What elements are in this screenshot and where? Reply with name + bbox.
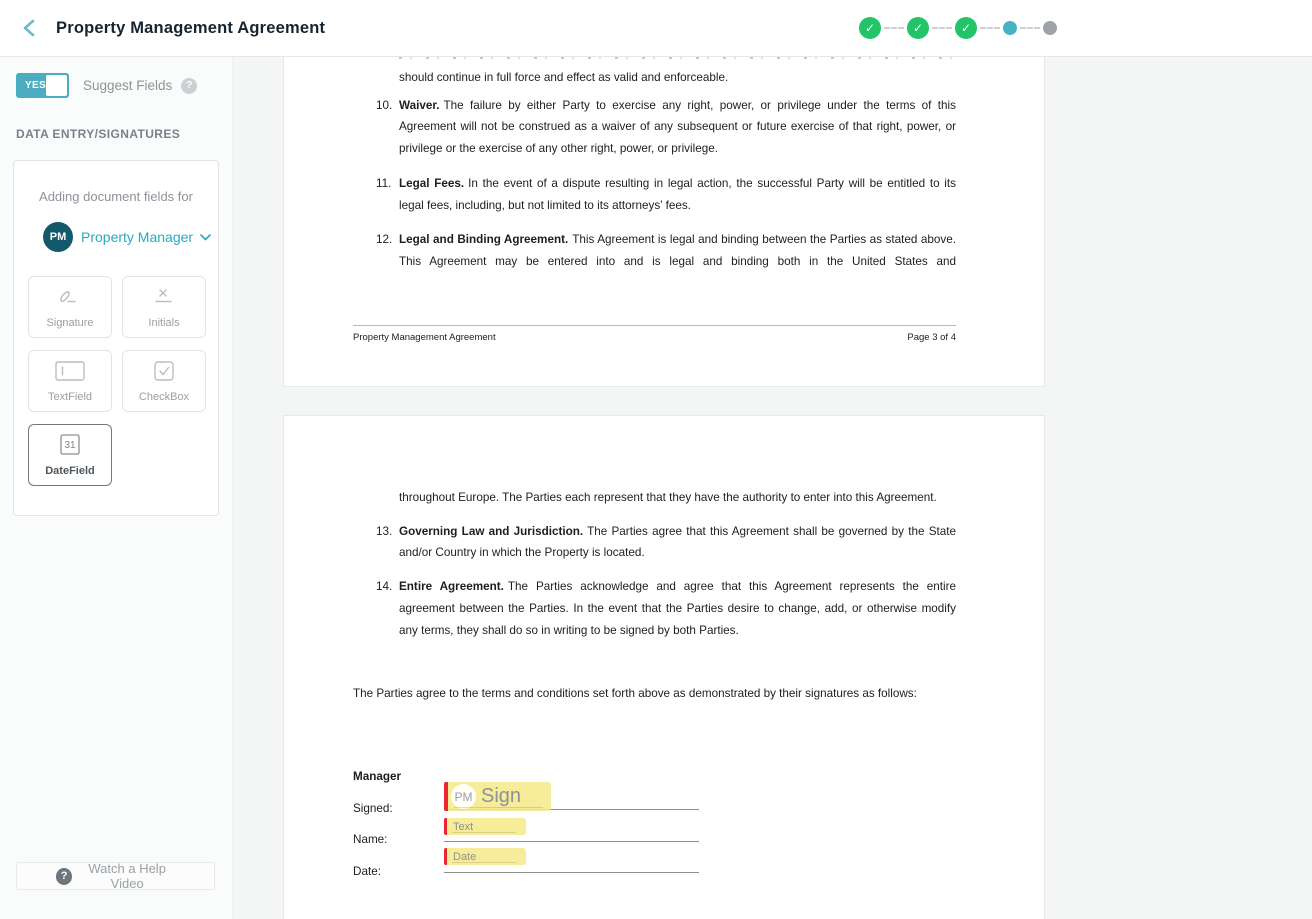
progress-stepper [859,17,1057,39]
list-item-body: Entire Agreement. The Parties acknowledge and agree that this Agreement represents the entire agreement between the Parties. In the event that the Parties desire to change, add, or otherwise modify any terms, they shall do so in writing to be signed by both Parties. [399,580,957,637]
sidebar [0,57,233,919]
date-line [444,872,699,873]
date-label: Date: [353,865,381,878]
signature-party-label: Manager [353,770,402,783]
list-item-10 [353,95,956,160]
panel-heading: Adding document fields for [39,189,193,204]
progress-step-5-upcoming [1043,21,1057,35]
field-button-label: Signature [46,316,94,329]
datefield-icon [58,433,82,459]
list-item-11 [353,173,956,216]
date-field-overlay[interactable] [444,848,526,865]
help-video-label: Watch a Help Video [88,861,166,891]
name-line [444,841,699,842]
paragraph-intro: should continue in full force and effect as valid and enforceable. [399,71,729,84]
list-item-body: Waiver. The failure by either Party to exercise any right, power, or privilege under the terms of this Agreement will not be construed as a waiver of any subsequent or future exercise of that right, power, or privilege or the exercise of any other right, power, or privilege. [399,98,956,156]
page-title: Property Management Agreement [56,18,326,37]
field-button-label: CheckBox [138,390,190,403]
document-page-3 [283,57,1045,387]
document-page-4 [283,415,1045,919]
footer-page-number: Page 3 of 4 [907,332,956,343]
help-video-icon: ? [56,868,72,885]
signature-icon [55,286,85,311]
list-item-13 [353,521,956,564]
check-icon: ✓ [864,21,876,35]
suggest-fields-label: Suggest Fields [83,78,173,93]
section-title: DATA ENTRY/SIGNATURES [16,127,181,141]
text-field-label: Text [453,820,474,833]
name-label: Name: [353,833,388,846]
field-button-signature[interactable] [28,276,112,338]
list-item-body: Governing Law and Jurisdiction. The Parties agree that this Agreement shall be governed by the State and/or Country in which the Property is located. [399,524,956,560]
list-item-body: Legal and Binding Agreement. This Agreement is legal and binding between the Parties as stated above. This Agreement may be entered into and is legal and binding both in the United States and [399,233,957,268]
field-button-initials[interactable] [122,276,206,338]
field-tools-panel [13,160,219,516]
signature-field-overlay[interactable] [444,782,551,811]
svg-text:31: 31 [64,440,76,451]
field-buttons-grid [28,276,218,486]
recipient-row [43,222,218,252]
progress-step-1-done [859,17,881,39]
document-scroll-area[interactable] [234,57,1312,919]
list-number: 10. [376,98,393,112]
paragraph-closing: The Parties agree to the terms and conditions set forth above as demonstrated by their signatures as follows: [353,687,917,701]
back-icon [19,17,41,39]
progress-step-2-done [907,17,929,39]
clipped-text-line [399,57,956,59]
header [0,0,1312,57]
field-button-checkbox[interactable] [122,350,206,412]
field-anchor-bar [444,782,448,811]
suggest-fields-toggle[interactable] [16,73,69,98]
field-button-label: DateField [45,465,95,477]
field-anchor-bar [444,818,447,835]
signature-field-label: Sign [481,785,522,807]
field-anchor-bar [444,848,447,865]
progress-step-4-current [1003,21,1017,35]
footer-document-title: Property Management Agreement [353,332,496,343]
list-number: 11. [376,176,392,190]
signed-label: Signed: [353,802,393,815]
field-button-label: TextField [47,390,93,403]
list-item-body: Legal Fees. In the event of a dispute resulting in legal action, the successful Party will be entitled to its legal fees, including, but not limited to its attorneys’ fees. [399,176,956,212]
recipient-name: Property Manager [81,229,194,245]
check-icon: ✓ [960,21,972,35]
date-field-label: Date [453,850,477,863]
checkbox-icon [152,360,176,385]
list-number: 12. [376,233,393,247]
chevron-down-icon [200,234,211,241]
suggest-fields-help-icon[interactable]: ? [181,78,197,94]
progress-step-3-done [955,17,977,39]
stepper-connector [932,27,952,29]
watch-help-video-button[interactable] [16,862,215,890]
back-button[interactable] [13,11,47,45]
toggle-knob [46,75,67,96]
paragraph-continuation: throughout Europe. The Parties each represent that they have the authority to enter into this Agreement. [399,491,937,504]
list-item-14 [353,576,956,641]
initials-icon [149,286,179,311]
textfield-icon [53,360,87,385]
list-item-12 [353,229,956,272]
field-button-textfield[interactable] [28,350,112,412]
field-avatar: PM [451,784,476,809]
recipient-dropdown[interactable] [81,229,211,245]
list-number: 14. [376,580,393,594]
stepper-connector [1020,27,1040,29]
recipient-avatar: PM [43,222,73,252]
list-number: 13. [376,524,393,538]
stepper-connector [980,27,1000,29]
field-button-label: Initials [148,316,180,329]
check-icon: ✓ [912,21,924,35]
stepper-connector [884,27,904,29]
suggest-fields-row [16,73,232,98]
page-footer [353,325,956,343]
text-field-overlay[interactable] [444,818,526,835]
field-button-datefield[interactable] [28,424,112,486]
toggle-on-label: YES [25,80,46,91]
